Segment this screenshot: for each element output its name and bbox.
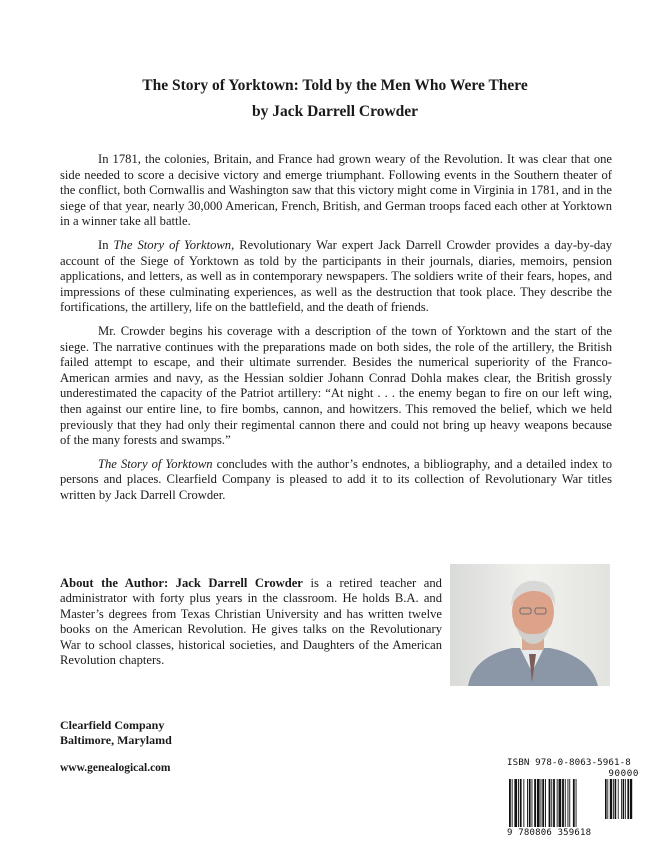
author-bio-text: is a retired teacher and administrator with forty plus years in the classroom. He holds B.A. and Master’s degrees from Texas Christian University and has written twelve books on the American Revolution. He gives talks on the Revolutionary War to school classes, historical societies, and Daughters of the American Revolution chapters.: [60, 576, 442, 668]
author-photo: [450, 564, 610, 686]
book-title: The Story of Yorktown: Told by the Men Who Were There: [142, 77, 528, 94]
book-description: [60, 152, 612, 511]
isbn-barcode: [507, 757, 639, 839]
author-bio-label: About the Author: Jack Darrell Crowder: [60, 576, 303, 590]
description-paragraph-1: In 1781, the colonies, Britain, and France had grown weary of the Revolution. It was clear that one side needed to score a decisive victory and emerge triumphant. Following events in the Southern theater of the conflict, both Cornwallis and Washington saw that this victory might come in Virginia in 1781, and in the siege of that year, nearly 30,000 American, French, British, and German troops faced each other at Yorktown in a winner take all battle.: [60, 152, 612, 229]
description-paragraph-4: The Story of Yorktown concludes with the author’s endnotes, a bibliography, and a detailed index to persons and places. Clearfield Company is pleased to add it to its collection of Revolutionary War titles written by Jack Darrell Crowder.: [60, 456, 612, 502]
book-title-italic: The Story of Yorktown: [113, 237, 232, 252]
description-paragraph-2: In The Story of Yorktown, Revolutionary War expert Jack Darrell Crowder provides a day-by-day account of the Siege of Yorktown as told by the participants in their journals, diaries, memoirs, pension applications, and letters, as well as in contemporary newspapers. The soldiers write of their fears, hopes, and impressions of these culminating experiences, as well as the destruction that took place. They describe the fortifications, the artillery, life on the battlefield, and the death of friends.: [60, 237, 613, 315]
publisher-location: Baltimore, Marylamd: [60, 733, 172, 747]
price-code: 90000: [608, 768, 639, 779]
description-paragraph-3: Mr. Crowder begins his coverage with a description of the town of Yorktown and the start of the siege. The narrative continues with the preparations made on both sides, the role of the artillery, the British failed attempt to escape, and their ultimate surrender. Besides the numerical superiority of the Franco-American armies and navy, as the Hessian soldier Johann Conrad Dohla makes clear, the British grossly underestimated the capacity of the Patriot artillery: “At night . . . the enemy began to fire on our left wing, then against our entire line, to fire bombs, cannon, and howitzers. This removed the belief, which we held previously that they had only their regimental cannon there and could not bring up heavy weapons because of the many forests and swamps.”: [60, 323, 612, 448]
book-title-italic: The Story of Yorktown: [98, 456, 213, 471]
barcode-icon: [507, 779, 639, 827]
barcode-digits: 9 780806 359618: [507, 828, 592, 838]
author-bio: [60, 576, 442, 668]
author-byline: by Jack Darrell Crowder: [251, 103, 419, 120]
isbn-number: ISBN 978-0-8063-5961-8: [507, 757, 631, 768]
publisher-name: Clearfield Company: [60, 718, 165, 732]
publisher-website: www.genealogical.com: [60, 762, 171, 774]
publisher-info: [60, 718, 172, 748]
